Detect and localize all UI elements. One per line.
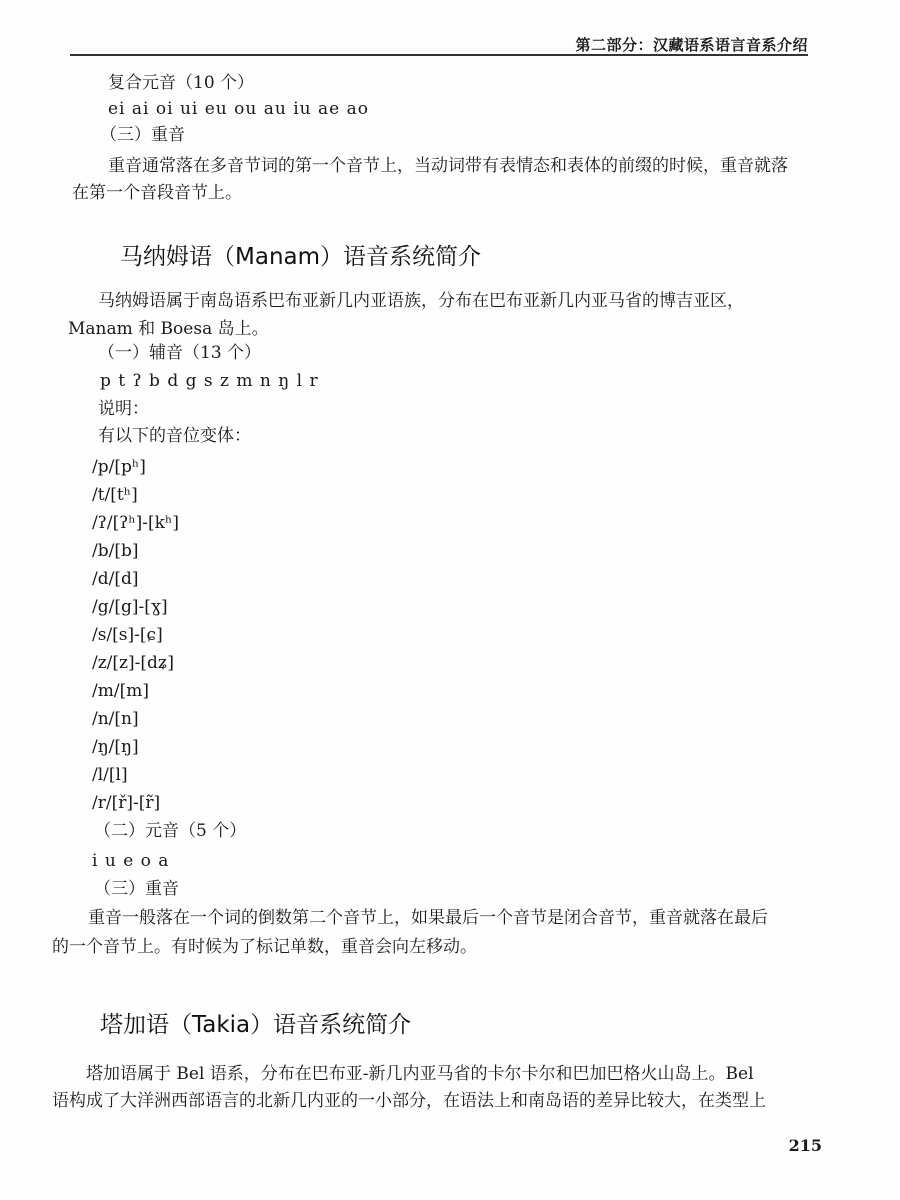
manam-stress-line1: 重音一般落在一个词的倒数第二个音节上，如果最后一个音节是闭合音节，重音就落在最后: [88, 908, 768, 928]
manam-stress-heading: （三）重音: [94, 879, 179, 899]
manam-consonants-label: （一）辅音（13 个）: [98, 343, 262, 363]
manam-allophones-label: 有以下的音位变体：: [98, 426, 251, 446]
header-rule: [70, 54, 808, 56]
allophone-item: /n/[n]: [92, 709, 139, 729]
allophone-item: /b/[b]: [92, 541, 139, 561]
manam-note-label: 说明：: [98, 399, 149, 419]
manam-consonants-list: p t ʔ b d g s z m n ŋ l r: [100, 371, 319, 391]
takia-section-title: 塔加语（Takia）语音系统简介: [100, 1012, 412, 1038]
allophone-item: /r/[ř]-[r̃]: [92, 793, 161, 813]
manam-stress-line2: 的一个音节上。有时候为了标记单数，重音会向左移动。: [52, 937, 477, 957]
stress-heading-prev: （三）重音: [100, 125, 185, 145]
compound-vowels-list: ei ai oi ui eu ou au iu ae ao: [108, 99, 369, 119]
allophone-item: /l/[l]: [92, 765, 128, 785]
allophone-item: /s/[s]-[ɕ]: [92, 625, 163, 645]
manam-intro-line2: Manam 和 Boesa 岛上。: [68, 319, 269, 339]
page-number: 215: [788, 1136, 822, 1155]
manam-intro-line1: 马纳姆语属于南岛语系巴布亚新几内亚语族，分布在巴布亚新几内亚马省的博吉亚区，: [98, 291, 744, 311]
manam-section-title: 马纳姆语（Manam）语音系统简介: [120, 244, 482, 270]
allophone-item: /z/[z]-[dʑ]: [92, 653, 175, 673]
takia-intro-line2: 语构成了大洋洲西部语言的北新几内亚的一小部分，在语法上和南岛语的差异比较大，在类型上: [52, 1091, 766, 1111]
allophone-item: /p/[pʰ]: [92, 457, 146, 477]
allophone-item: /d/[d]: [92, 569, 139, 589]
stress-paragraph-prev-line1: 重音通常落在多音节词的第一个音节上，当动词带有表情态和表体的前缀的时候，重音就落: [108, 156, 788, 176]
takia-intro-line1: 塔加语属于 Bel 语系，分布在巴布亚-新几内亚马省的卡尔卡尔和巴加巴格火山岛上。Bel: [86, 1064, 754, 1084]
running-head: 第二部分：汉藏语系语言音系介绍: [575, 36, 808, 54]
allophone-item: /g/[g]-[ɣ]: [92, 597, 168, 617]
stress-paragraph-prev-line2: 在第一个音段音节上。: [72, 183, 242, 203]
manam-vowels-label: （二）元音（5 个）: [94, 821, 247, 841]
allophone-item: /m/[m]: [92, 681, 149, 701]
allophone-item: /t/[tʰ]: [92, 485, 138, 505]
manam-vowels-list: i u e o a: [92, 851, 170, 871]
allophone-item: /ʔ/[ʔʰ]-[kʰ]: [92, 513, 179, 533]
compound-vowels-label: 复合元音（10 个）: [108, 73, 255, 93]
allophone-item: /ŋ/[ŋ]: [92, 737, 139, 757]
